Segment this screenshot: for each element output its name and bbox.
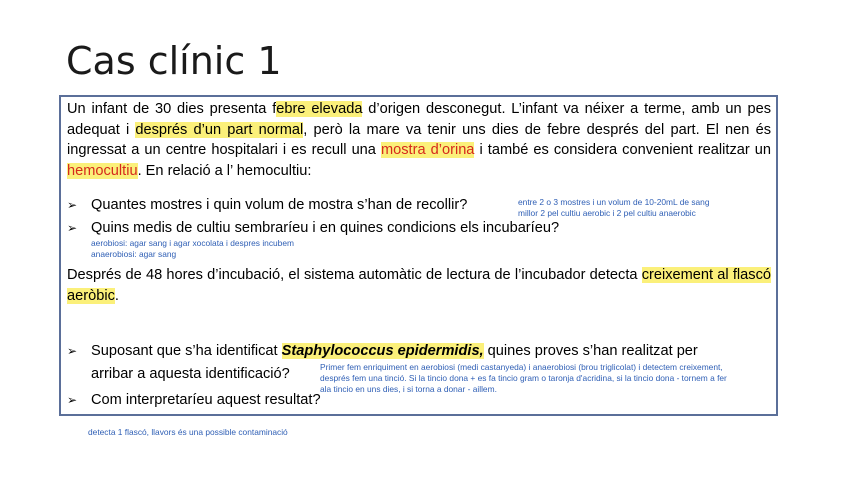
question-1 bbox=[67, 195, 467, 215]
question-3 bbox=[67, 341, 698, 361]
arrow-bullet-icon: ➢ bbox=[67, 393, 78, 407]
highlight-urine-sample: mostra d’orina bbox=[380, 142, 475, 158]
question-3-line-2: arribar a aquesta identificació? bbox=[91, 366, 290, 382]
annotation-identification-line-1: Primer fem enriquiment en aerobiosi (medi castanyeda) i anaerobiosi (brou triglicolat) i detectem creixement, bbox=[320, 362, 723, 372]
question-4-text: Com interpretaríeu aquest resultat? bbox=[91, 392, 321, 408]
annotation-media-line-2: anaerobiosi: agar sang bbox=[91, 249, 177, 259]
case-text: . bbox=[114, 288, 119, 304]
highlight-birth: després d’un part normal bbox=[135, 121, 304, 138]
highlight-blood-culture: hemocultiu bbox=[67, 162, 138, 179]
case-text: . En relació a l’ hemocultiu: bbox=[137, 162, 312, 179]
highlight-organism: Staphylococcus epidermidis, bbox=[281, 343, 484, 359]
annotation-samples-line-1: entre 2 o 3 mostres i un volum de 10-20mL de sang bbox=[518, 197, 710, 207]
question-3-text: Suposant que s’ha identificat bbox=[91, 343, 282, 359]
annotation-interpretation: detecta 1 flascó, llavors és una possible contaminació bbox=[88, 427, 288, 437]
question-2 bbox=[67, 218, 559, 238]
highlight-fever: ebre elevada bbox=[276, 101, 363, 117]
case-text: i també es considera convenient realitzar un bbox=[474, 142, 772, 158]
slide-title: Cas clínic 1 bbox=[66, 39, 282, 83]
annotation-samples-line-2: millor 2 pel cultiu aerobic i 2 pel cultiu anaerobic bbox=[518, 208, 696, 218]
case-text: Un infant de 30 dies presenta f bbox=[67, 101, 277, 117]
arrow-bullet-icon: ➢ bbox=[67, 198, 78, 212]
question-1-text: Quantes mostres i quin volum de mostra s’han de recollir? bbox=[91, 197, 468, 213]
highlight-growth: creixement al flascó aeròbic bbox=[67, 267, 771, 304]
case-paragraph-1 bbox=[67, 99, 771, 181]
case-paragraph-2 bbox=[67, 265, 771, 307]
question-2-text: Quins medis de cultiu sembraríeu i en quines condicions els incubaríeu? bbox=[91, 220, 560, 236]
case-text: , però la mare va tenir uns dies de febre després del part. El nen és ingressat a un centre hospitalari i es recull una bbox=[67, 121, 771, 158]
arrow-bullet-icon: ➢ bbox=[67, 344, 78, 358]
annotation-identification-line-3: ala tincio en uns dies, i si torna a donar - aillem. bbox=[320, 384, 497, 394]
arrow-bullet-icon: ➢ bbox=[67, 221, 78, 235]
case-text: Després de 48 hores d’incubació, el sistema automàtic de lectura de l’incubador detecta bbox=[67, 267, 642, 283]
question-4 bbox=[67, 390, 321, 410]
annotation-media-line-1: aerobiosi: agar sang i agar xocolata i despres incubem bbox=[91, 238, 294, 248]
annotation-identification-line-2: després fem una tinció. Si la tincio dona + es fa tincio gram o taronja d'acridina, si la tincio dona - tornem a fer bbox=[320, 373, 727, 383]
case-text: d’origen desconegut. L’infant va néixer a terme, amb un pes adequat i bbox=[67, 101, 771, 138]
question-3-text-end: quines proves s’han realitzat per bbox=[483, 343, 698, 359]
